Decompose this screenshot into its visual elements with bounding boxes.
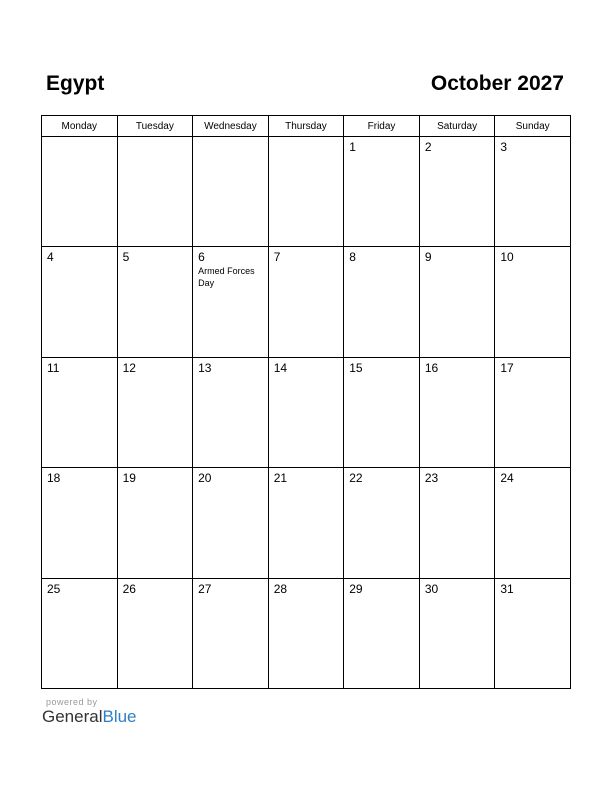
- country-title: Egypt: [46, 72, 105, 95]
- day-number: 19: [122, 471, 136, 486]
- powered-by-text: powered by: [46, 697, 98, 707]
- weekday-header-wednesday: Wednesday: [193, 116, 269, 137]
- day-number: 16: [424, 360, 439, 375]
- day-number: 4: [47, 250, 54, 265]
- day-cell: [117, 578, 193, 688]
- day-number: 17: [500, 360, 514, 375]
- day-cell: [193, 468, 269, 578]
- day-number: 6: [198, 250, 205, 265]
- day-number: 18: [47, 471, 61, 486]
- day-cell: [344, 247, 420, 357]
- day-cell: [419, 137, 495, 247]
- calendar-grid: [41, 115, 571, 689]
- holiday-label: Armed Forces Day: [198, 266, 255, 289]
- day-cell: [344, 357, 420, 467]
- day-cell: [193, 357, 269, 467]
- day-cell: [495, 137, 571, 247]
- day-cell: [495, 357, 571, 467]
- day-cell: [42, 468, 118, 578]
- day-cell: [344, 137, 420, 247]
- day-number: 11: [47, 360, 60, 375]
- day-cell: [42, 578, 118, 688]
- day-cell: [419, 468, 495, 578]
- day-cell: [117, 357, 193, 467]
- week-row-3: [42, 357, 571, 467]
- day-number: 24: [500, 471, 514, 486]
- generalblue-logo[interactable]: [42, 707, 137, 727]
- day-cell: [344, 468, 420, 578]
- day-cell: [495, 468, 571, 578]
- day-cell: [42, 357, 118, 467]
- day-number: 27: [198, 581, 212, 596]
- day-cell: [268, 137, 344, 247]
- day-cell: [268, 357, 344, 467]
- day-cell: [193, 137, 269, 247]
- day-cell: [117, 247, 193, 357]
- day-cell: [495, 247, 571, 357]
- footer-branding: [42, 697, 137, 727]
- weekday-header-monday: Monday: [42, 116, 118, 137]
- day-cell: [117, 137, 193, 247]
- day-number: [193, 137, 268, 140]
- weekday-header-tuesday: Tuesday: [117, 116, 193, 137]
- day-cell: [419, 247, 495, 357]
- weekday-header-thursday: Thursday: [268, 116, 344, 137]
- day-cell: [344, 578, 420, 688]
- day-number: 2: [424, 140, 432, 154]
- day-number: 25: [47, 581, 61, 596]
- weekday-header-saturday: Saturday: [419, 116, 495, 137]
- day-cell: [419, 357, 495, 467]
- day-number: 28: [273, 581, 288, 596]
- weekday-header-friday: Friday: [344, 116, 420, 137]
- day-number: 30: [424, 581, 439, 596]
- day-number: [118, 137, 193, 140]
- weekday-header-sunday: Sunday: [495, 116, 571, 137]
- day-number: 23: [424, 471, 439, 486]
- day-number: 7: [273, 250, 281, 265]
- day-number: 14: [273, 360, 288, 375]
- week-row-4: [42, 468, 571, 578]
- day-cell: [42, 247, 118, 357]
- day-cell: [193, 247, 269, 357]
- day-number: 1: [349, 140, 356, 154]
- day-cell: [193, 578, 269, 688]
- month-year-title: October 2027: [430, 72, 564, 95]
- day-number: 21: [273, 471, 288, 486]
- day-number: 31: [500, 581, 514, 596]
- day-number: 13: [198, 360, 212, 375]
- day-number: 15: [349, 360, 363, 375]
- brand-general-text: General: [42, 707, 103, 726]
- day-number: 20: [198, 471, 212, 486]
- day-cell: [268, 468, 344, 578]
- day-cell: [117, 468, 193, 578]
- day-number: 12: [122, 360, 136, 375]
- day-cell: [42, 137, 118, 247]
- day-number: 3: [500, 140, 508, 154]
- day-number: 10: [500, 250, 514, 265]
- day-cell: [495, 578, 571, 688]
- day-number: [269, 137, 344, 140]
- day-cell: [419, 578, 495, 688]
- week-row-2: [42, 247, 571, 357]
- day-number: 22: [349, 471, 363, 486]
- day-number: 9: [424, 250, 432, 265]
- week-row-5: [42, 578, 571, 688]
- day-number: 29: [349, 581, 363, 596]
- day-cell: [268, 578, 344, 688]
- brand-blue-text: Blue: [102, 707, 137, 726]
- day-number: 26: [122, 581, 136, 596]
- week-row-1: [42, 137, 571, 247]
- day-number: [42, 137, 117, 140]
- weekday-header-row: [42, 116, 571, 137]
- day-cell: [268, 247, 344, 357]
- day-number: 8: [349, 250, 356, 265]
- day-number: 5: [122, 250, 130, 265]
